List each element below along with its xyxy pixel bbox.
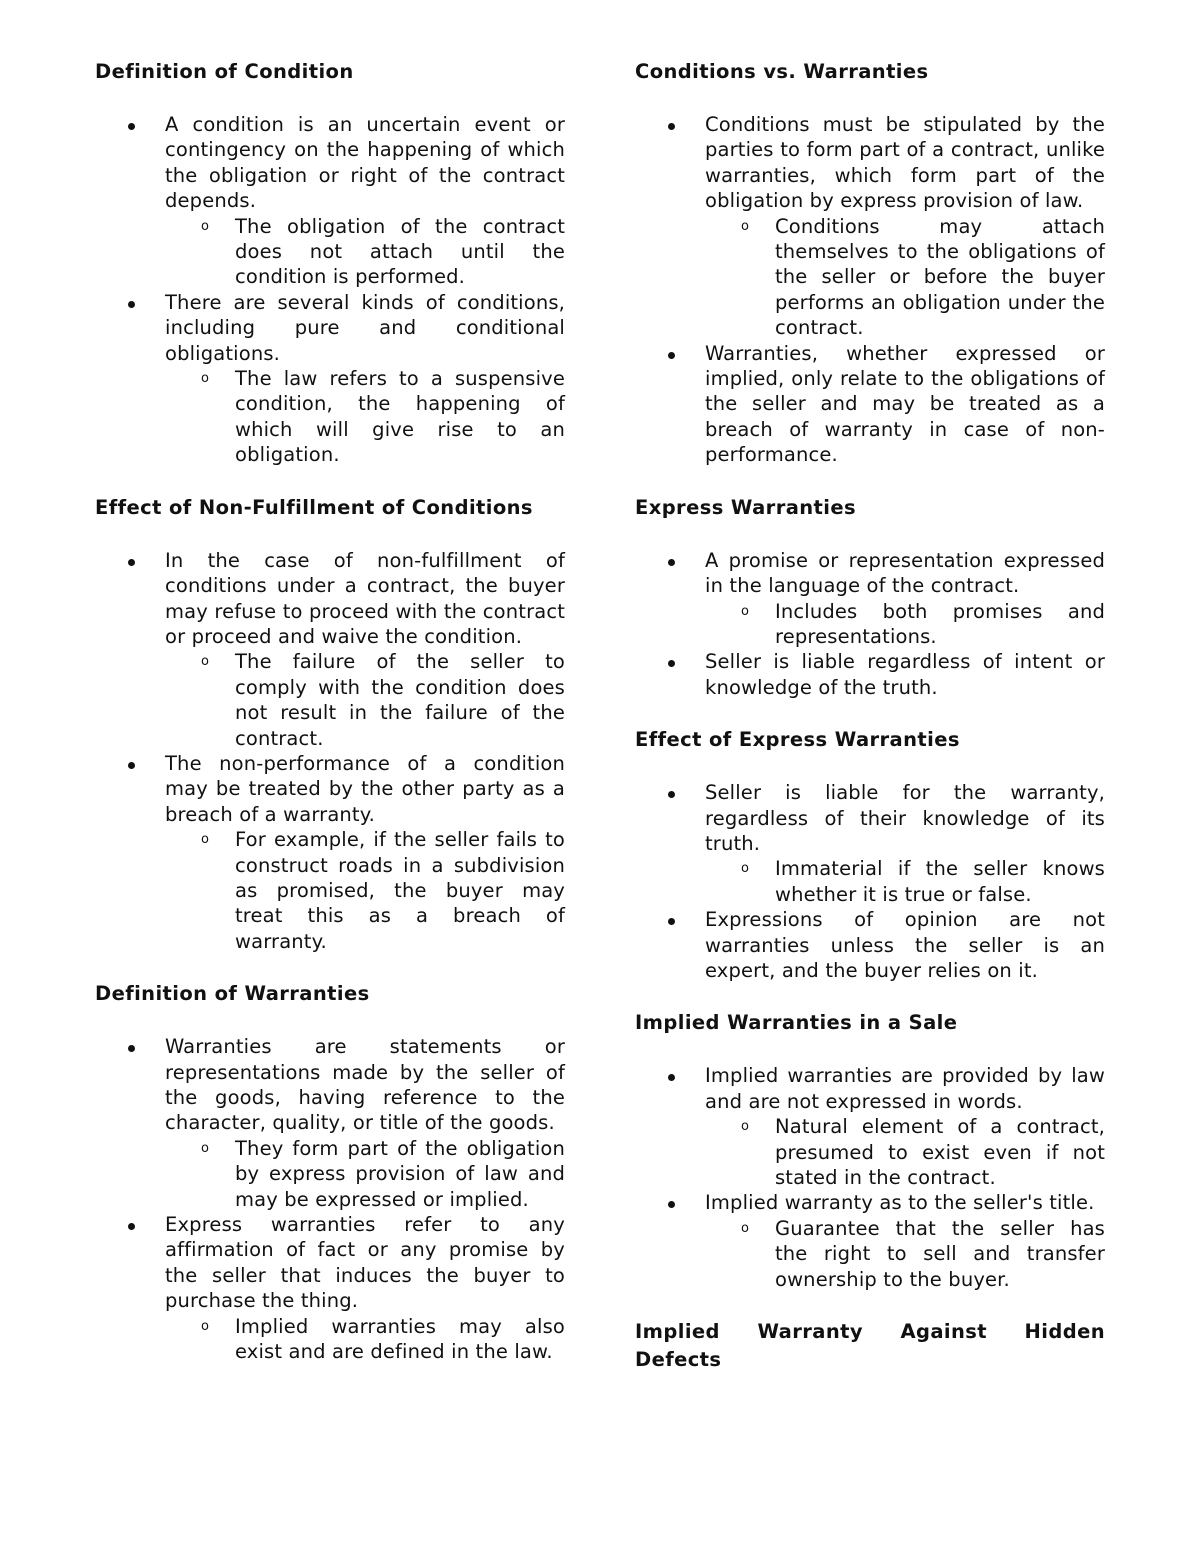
- bullet-icon: [128, 301, 135, 308]
- section-heading: Effect of Non-Fulfillment of Conditions: [95, 495, 533, 519]
- list-item: [635, 1063, 1105, 1190]
- sub-list: [705, 1114, 1105, 1190]
- sub-item-text: The failure of the seller to comply with the condition does not result in the failure of the contract.: [235, 650, 565, 750]
- bullet-icon: [128, 123, 135, 130]
- section: [635, 1318, 1105, 1374]
- list-item-text: Express warranties refer to any affirmation of fact or any promise by the seller that induces the buyer to purchase the thing.: [165, 1213, 565, 1313]
- sub-list-item: [705, 1216, 1105, 1292]
- bullet-icon: [668, 352, 675, 359]
- bullet-icon: [128, 559, 135, 566]
- sub-list: [165, 827, 565, 954]
- sub-list-item: [705, 856, 1105, 907]
- sub-list-item: [165, 1136, 565, 1212]
- section: [95, 494, 565, 955]
- list-item: [635, 341, 1105, 468]
- section-heading: Express Warranties: [635, 495, 856, 519]
- bullet-list: [635, 1063, 1105, 1292]
- list-item-text: Warranties, whether expressed or implied, only relate to the obligations of the seller and may be treated as a breach of warranty in case of non-performance.: [705, 341, 1105, 467]
- bullet-icon: [668, 660, 675, 667]
- sub-bullet-icon: o: [741, 1220, 749, 1236]
- sub-item-text: Immaterial if the seller knows whether it is true or false.: [775, 857, 1105, 906]
- sub-bullet-icon: o: [741, 218, 749, 234]
- list-item: [635, 548, 1105, 650]
- section: [635, 58, 1105, 468]
- list-item: [95, 1034, 565, 1212]
- list-item: [95, 290, 565, 468]
- list-item: [95, 548, 565, 751]
- bullet-icon: [668, 1074, 675, 1081]
- section-heading: Conditions vs. Warranties: [635, 60, 929, 83]
- list-item-text: The non-performance of a condition may be treated by the other party as a breach of a warranty.: [165, 751, 565, 826]
- sub-list-item: [165, 1314, 565, 1365]
- sub-list-item: [165, 366, 565, 468]
- sub-bullet-icon: o: [201, 371, 209, 387]
- right-column: [635, 58, 1105, 1400]
- list-item-text: A condition is an uncertain event or contingency on the happening of which the obligation or right of the contract depends.: [165, 113, 565, 213]
- sub-bullet-icon: o: [741, 1119, 749, 1135]
- sub-list-item: [165, 649, 565, 751]
- bullet-icon: [668, 1201, 675, 1208]
- bullet-icon: [128, 1223, 135, 1230]
- list-item-text: Expressions of opinion are not warranties unless the seller is an expert, and the buyer relies on it.: [705, 908, 1105, 982]
- list-item-text: Implied warranties are provided by law and are not expressed in words.: [705, 1064, 1105, 1113]
- sub-list: [165, 214, 565, 290]
- list-item-text: Seller is liable regardless of intent or knowledge of the truth.: [705, 650, 1105, 699]
- section: [95, 980, 565, 1364]
- sub-item-text: For example, if the seller fails to construct roads in a subdivision as promised, the buyer may treat this as a breach of warranty.: [235, 828, 565, 953]
- list-item: [95, 751, 565, 954]
- section: [635, 726, 1105, 983]
- list-item-text: In the case of non-fulfillment of conditions under a contract, the buyer may refuse to proceed with the contract or proceed and waive the condition.: [165, 548, 565, 648]
- list-item: [635, 649, 1105, 700]
- sub-item-text: Natural element of a contract, presumed to exist even if not stated in the contract.: [775, 1115, 1105, 1189]
- sub-item-text: The obligation of the contract does not attach until the condition is performed.: [235, 214, 565, 289]
- bullet-list: [95, 548, 565, 955]
- sub-item-text: Implied warranties may also exist and are defined in the law.: [235, 1314, 565, 1364]
- bullet-icon: [668, 918, 675, 925]
- list-item-text: There are several kinds of conditions, including pure and conditional obligations.: [165, 290, 565, 365]
- section-heading: Definition of Warranties: [95, 982, 370, 1006]
- sub-bullet-icon: o: [201, 1318, 209, 1334]
- sub-list: [165, 649, 565, 751]
- section-heading: Implied Warranties in a Sale: [635, 1011, 958, 1035]
- list-item-text: Conditions must be stipulated by the parties to form part of a contract, unlike warranties, which form part of the obligation by express provision of law.: [705, 113, 1105, 213]
- sub-list: [705, 856, 1105, 907]
- section-heading: Effect of Express Warranties: [635, 728, 960, 752]
- list-item: [635, 112, 1105, 341]
- sub-bullet-icon: o: [201, 654, 209, 670]
- bullet-list: [635, 548, 1105, 700]
- bullet-icon: [128, 762, 135, 769]
- sub-bullet-icon: o: [741, 861, 749, 877]
- sub-list: [705, 599, 1105, 650]
- bullet-list: [635, 112, 1105, 468]
- sub-list-item: [165, 827, 565, 954]
- list-item-text: A promise or representation expressed in the language of the contract.: [705, 548, 1105, 598]
- section: [95, 58, 565, 468]
- bullet-icon: [668, 791, 675, 798]
- sub-list-item: [705, 1114, 1105, 1190]
- list-item: [635, 907, 1105, 983]
- sub-bullet-icon: o: [201, 218, 209, 234]
- sub-bullet-icon: o: [741, 603, 749, 619]
- sub-list-item: [165, 214, 565, 290]
- bullet-icon: [668, 559, 675, 566]
- sub-list: [705, 1216, 1105, 1292]
- sub-item-text: Guarantee that the seller has the right to sell and transfer ownership to the buyer.: [775, 1216, 1105, 1291]
- list-item: [635, 780, 1105, 907]
- left-column: [95, 58, 565, 1390]
- sub-bullet-icon: o: [201, 832, 209, 848]
- sub-item-text: The law refers to a suspensive condition, the happening of which will give rise to an obligation.: [235, 367, 565, 467]
- list-item: [95, 112, 565, 290]
- list-item-text: Warranties are statements or representations made by the seller of the goods, having reference to the character, quality, or title of the goods.: [165, 1035, 565, 1135]
- list-item: [635, 1190, 1105, 1292]
- sub-list: [705, 214, 1105, 341]
- bullet-list: [95, 1034, 565, 1364]
- section: [635, 1009, 1105, 1292]
- sub-item-text: They form part of the obligation by express provision of law and may be expressed or implied.: [235, 1136, 565, 1211]
- sub-item-text: Includes both promises and representations.: [775, 599, 1105, 648]
- sub-bullet-icon: o: [201, 1140, 209, 1156]
- list-item-text: Seller is liable for the warranty, regardless of their knowledge of its truth.: [705, 781, 1105, 855]
- sub-list-item: [705, 214, 1105, 341]
- bullet-icon: [128, 1045, 135, 1052]
- sub-list: [165, 1136, 565, 1212]
- list-item: [95, 1212, 565, 1364]
- list-item-text: Implied warranty as to the seller's title.: [705, 1191, 1095, 1215]
- bullet-list: [635, 780, 1105, 983]
- bullet-list: [95, 112, 565, 468]
- sub-list-item: [705, 599, 1105, 650]
- section-heading: Definition of Condition: [95, 60, 354, 83]
- sub-list: [165, 366, 565, 468]
- bullet-icon: [668, 123, 675, 130]
- section: [635, 494, 1105, 700]
- sub-list: [165, 1314, 565, 1365]
- section-heading: Implied Warranty Against Hidden Defects: [635, 1320, 1105, 1372]
- sub-item-text: Conditions may attach themselves to the obligations of the seller or before the buyer performs an obligation under the contract.: [775, 214, 1105, 340]
